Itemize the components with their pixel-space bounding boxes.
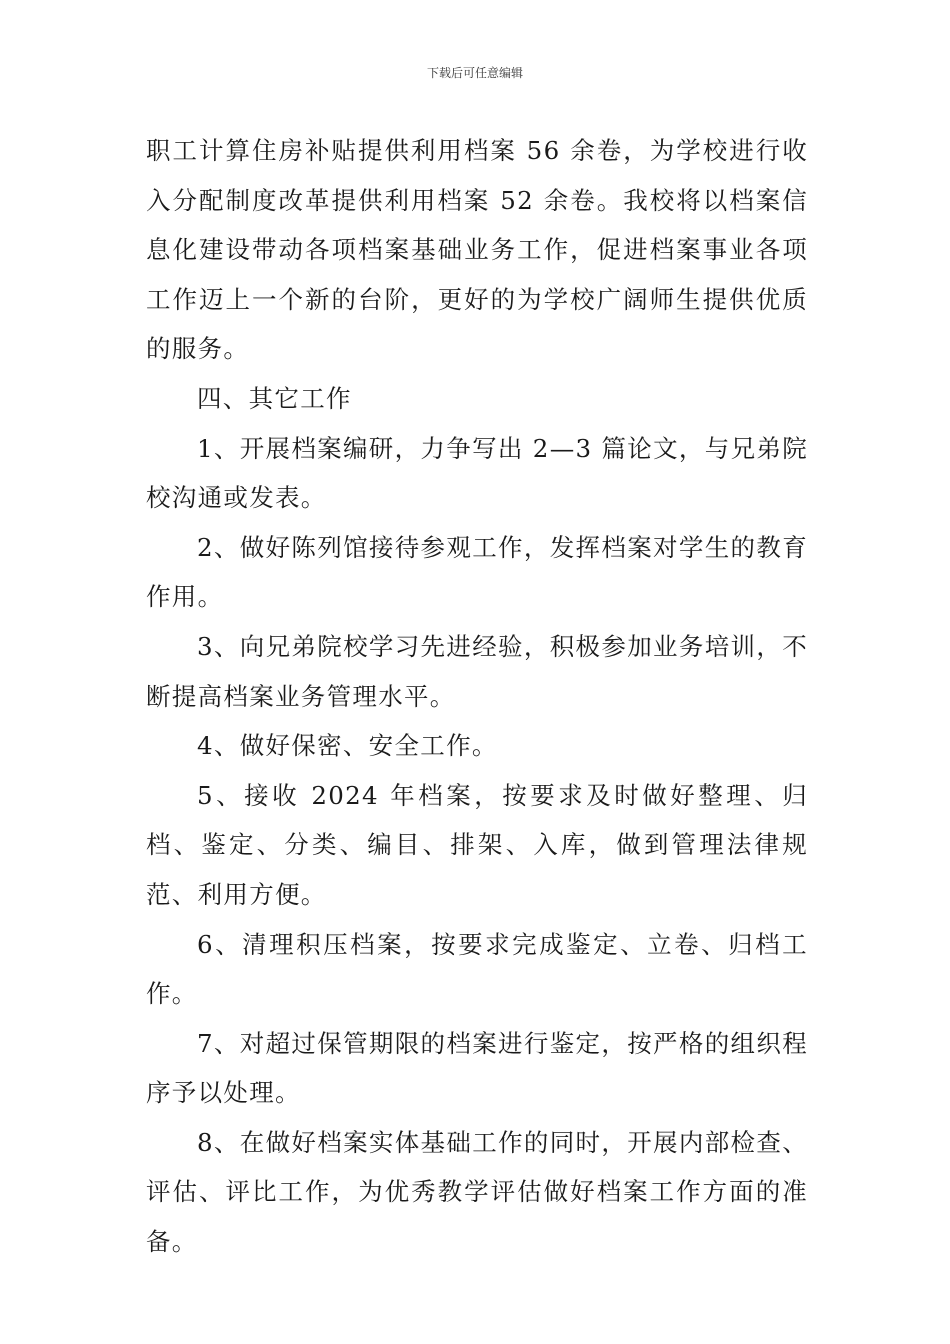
list-item-5: 5、接收 2024 年档案，按要求及时做好整理、归档、鉴定、分类、编目、排架、入库，做到管理法律规范、利用方便。 <box>146 780 808 909</box>
paragraph-continuation: 职工计算住房补贴提供利用档案 56 余卷，为学校进行收入分配制度改革提供利用档案 52 余卷。我校将以档案信息化建设带动各项档案基础业务工作，促进档案事业各项工作迈上一个新的台阶，更好的为学校广阔师生提供优质的服务。 <box>146 136 808 364</box>
document-body <box>146 126 808 1267</box>
list-item-4: 4、做好保密、安全工作。 <box>197 731 498 761</box>
list-item-2: 2、做好陈列馆接待参观工作，发挥档案对学生的教育作用。 <box>146 532 808 612</box>
list-item-3: 3、向兄弟院校学习先进经验，积极参加业务培训，不断提高档案业务管理水平。 <box>146 631 808 711</box>
section-heading-other-work: 四、其它工作 <box>197 383 352 413</box>
list-item-8: 8、在做好档案实体基础工作的同时，开展内部检查、评估、评比工作，为优秀教学评估做好档案工作方面的准备。 <box>146 1127 808 1257</box>
page-header: 下载后可任意编辑 <box>426 66 523 80</box>
list-item-6: 6、清理积压档案，按要求完成鉴定、立卷、归档工作。 <box>146 929 808 1009</box>
list-item-1: 1、开展档案编研，力争写出 2—3 篇论文，与兄弟院校沟通或发表。 <box>146 433 808 513</box>
list-item-7: 7、对超过保管期限的档案进行鉴定，按严格的组织程序予以处理。 <box>146 1028 808 1108</box>
